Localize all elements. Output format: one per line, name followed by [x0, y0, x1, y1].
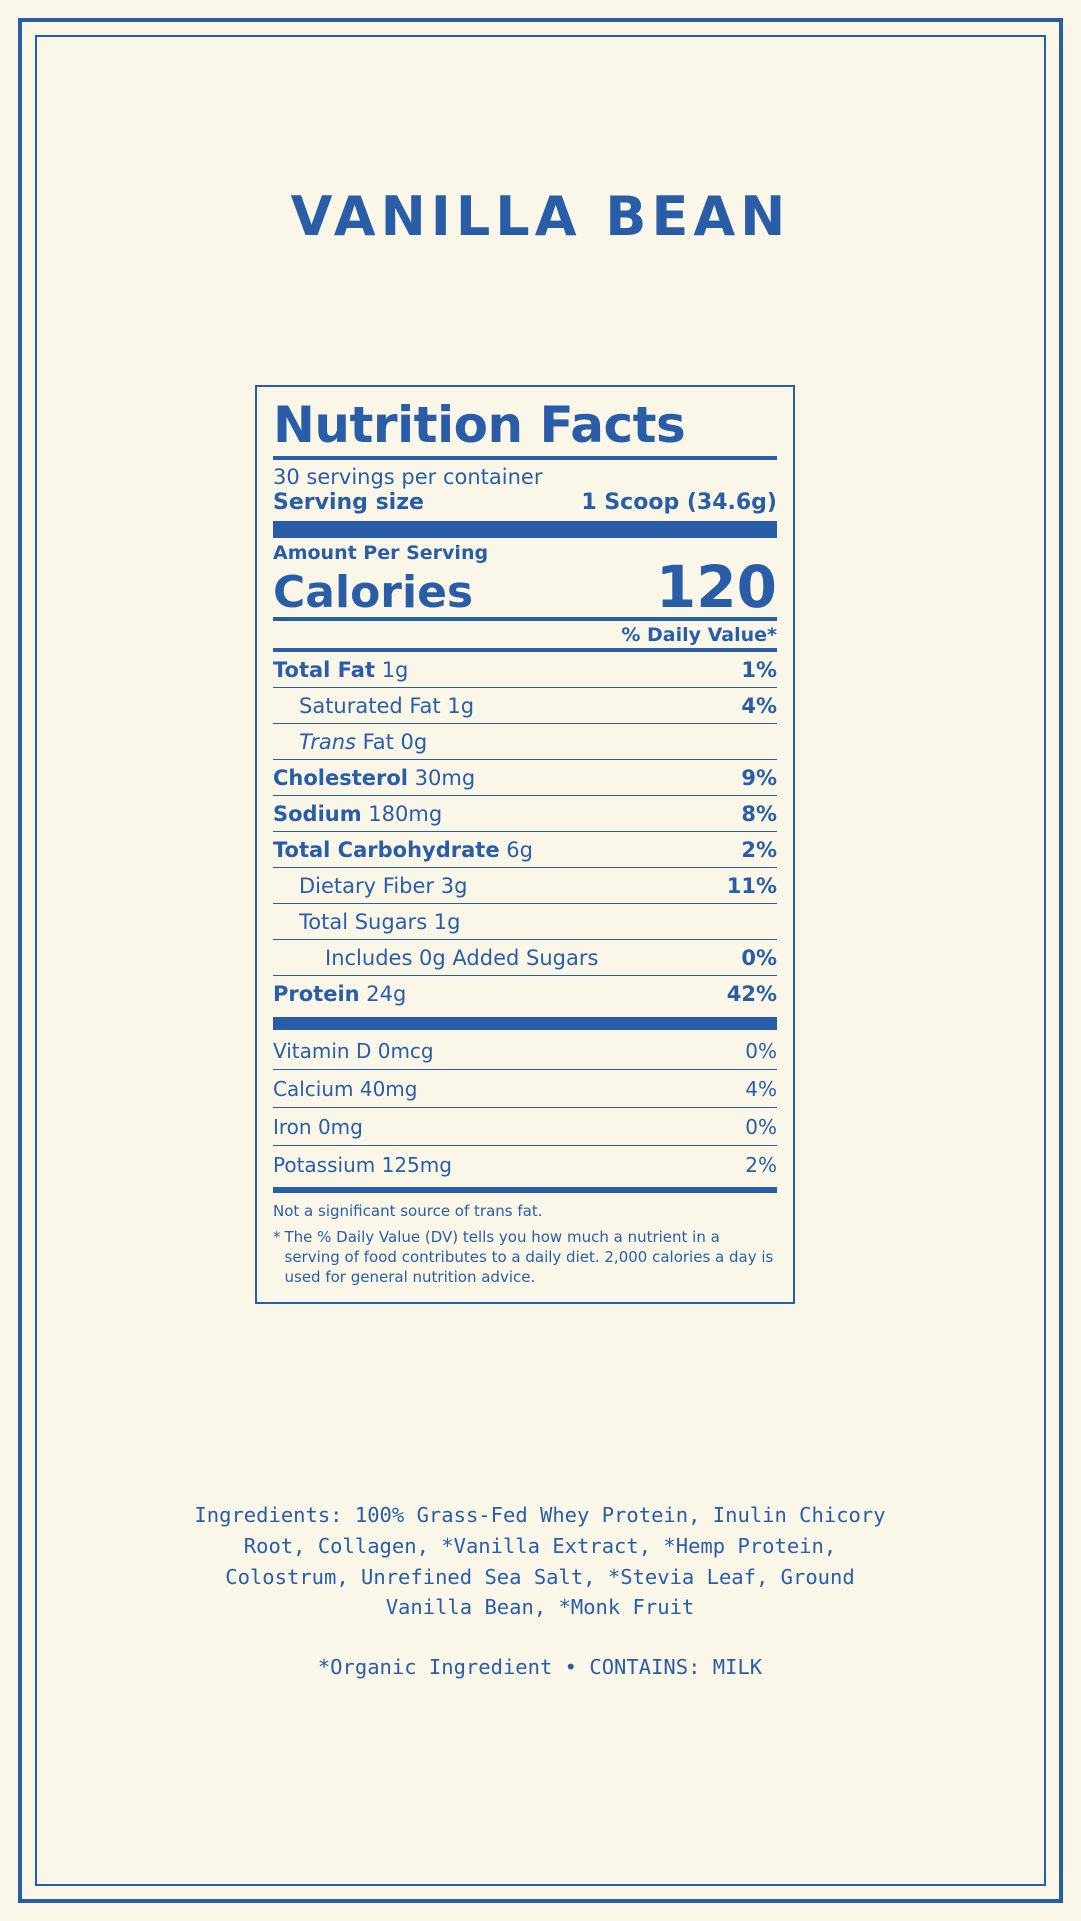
nutrient-daily-value: 4%	[741, 693, 777, 718]
nutrient-daily-value: 0%	[741, 945, 777, 970]
footnote-text: The % Daily Value (DV) tells you how much a nutrient in a serving of food contributes to a daily diet. 2,000 calories a day is used for general nutrition advice.	[284, 1227, 774, 1287]
nutrient-daily-value: 42%	[726, 981, 777, 1006]
nutrition-facts-heading: Nutrition Facts	[273, 396, 686, 454]
nutrient-row	[273, 939, 777, 975]
daily-value-header: % Daily Value*	[621, 623, 777, 646]
vitamin-daily-value: 4%	[745, 1076, 777, 1101]
vitamin-name: Calcium 40mg	[273, 1076, 418, 1101]
nutrient-name: Cholesterol 30mg	[273, 765, 476, 790]
vitamin-name: Vitamin D 0mcg	[273, 1038, 434, 1063]
nutrient-name: Sodium 180mg	[273, 801, 443, 826]
nutrient-daily-value: 8%	[741, 801, 777, 826]
nutrient-row	[273, 759, 777, 795]
daily-value-footnote	[273, 1221, 777, 1288]
nutrient-row	[273, 903, 777, 939]
divider-thick-bottom	[273, 1017, 777, 1030]
nutrient-name: Includes 0g Added Sugars	[325, 945, 599, 970]
trans-fat-note: Not a significant source of trans fat.	[273, 1201, 543, 1220]
nutrient-row	[273, 795, 777, 831]
vitamin-daily-value: 2%	[745, 1152, 777, 1177]
nutrient-row	[273, 687, 777, 723]
divider-under-heading	[273, 456, 777, 460]
nutrient-daily-value: 2%	[741, 837, 777, 862]
nutrient-name: Dietary Fiber 3g	[299, 873, 468, 898]
nutrient-name: Trans Fat 0g	[299, 729, 428, 754]
nutrient-name: Total Fat 1g	[273, 657, 409, 682]
nutrient-row	[273, 831, 777, 867]
divider-thick-top	[273, 521, 777, 538]
serving-size-label: Serving size	[273, 489, 424, 515]
nutrient-daily-value: 9%	[741, 765, 777, 790]
serving-size-row	[273, 490, 777, 515]
nutrient-row	[273, 648, 777, 687]
nutrition-facts-panel	[255, 385, 795, 1304]
ingredients-text: Ingredients: 100% Grass-Fed Whey Protein, Inulin Chicory Root, Collagen, *Vanilla Extract, *Hemp Protein, Colostrum, Unrefined Sea Salt, *Stevia Leaf, Ground Vanilla Bean, *Monk Fruit	[194, 1503, 886, 1620]
nutrient-row	[273, 867, 777, 903]
vitamin-row	[273, 1032, 777, 1069]
footnote-star: *	[273, 1227, 281, 1246]
vitamin-row	[273, 1069, 777, 1107]
vitamin-name: Potassium 125mg	[273, 1152, 452, 1177]
nutrient-name: Protein 24g	[273, 981, 407, 1006]
vitamin-name: Iron 0mg	[273, 1114, 363, 1139]
nutrient-name: Total Carbohydrate 6g	[273, 837, 533, 862]
organic-allergen-note: *Organic Ingredient • CONTAINS: MILK	[317, 1655, 763, 1679]
amount-per-serving-label: Amount Per Serving	[273, 541, 489, 564]
vitamin-row	[273, 1107, 777, 1145]
nutrient-row	[273, 723, 777, 759]
nutrient-row	[273, 975, 777, 1011]
calories-label: Calories	[273, 566, 474, 618]
vitamin-rows	[273, 1032, 777, 1183]
nutrient-rows	[273, 648, 777, 1011]
calories-value: 120	[655, 552, 777, 621]
vitamin-daily-value: 0%	[745, 1114, 777, 1139]
vitamin-daily-value: 0%	[745, 1038, 777, 1063]
nutrient-daily-value: 11%	[726, 873, 777, 898]
serving-size-value: 1 Scoop (34.6g)	[581, 489, 777, 515]
vitamin-row	[273, 1145, 777, 1183]
servings-per-container: 30 servings per container	[273, 464, 543, 489]
page-title: VANILLA BEAN	[290, 185, 791, 248]
nutrient-name: Total Sugars 1g	[299, 909, 461, 934]
nutrient-name: Saturated Fat 1g	[299, 693, 475, 718]
nutrient-daily-value: 1%	[741, 657, 777, 682]
